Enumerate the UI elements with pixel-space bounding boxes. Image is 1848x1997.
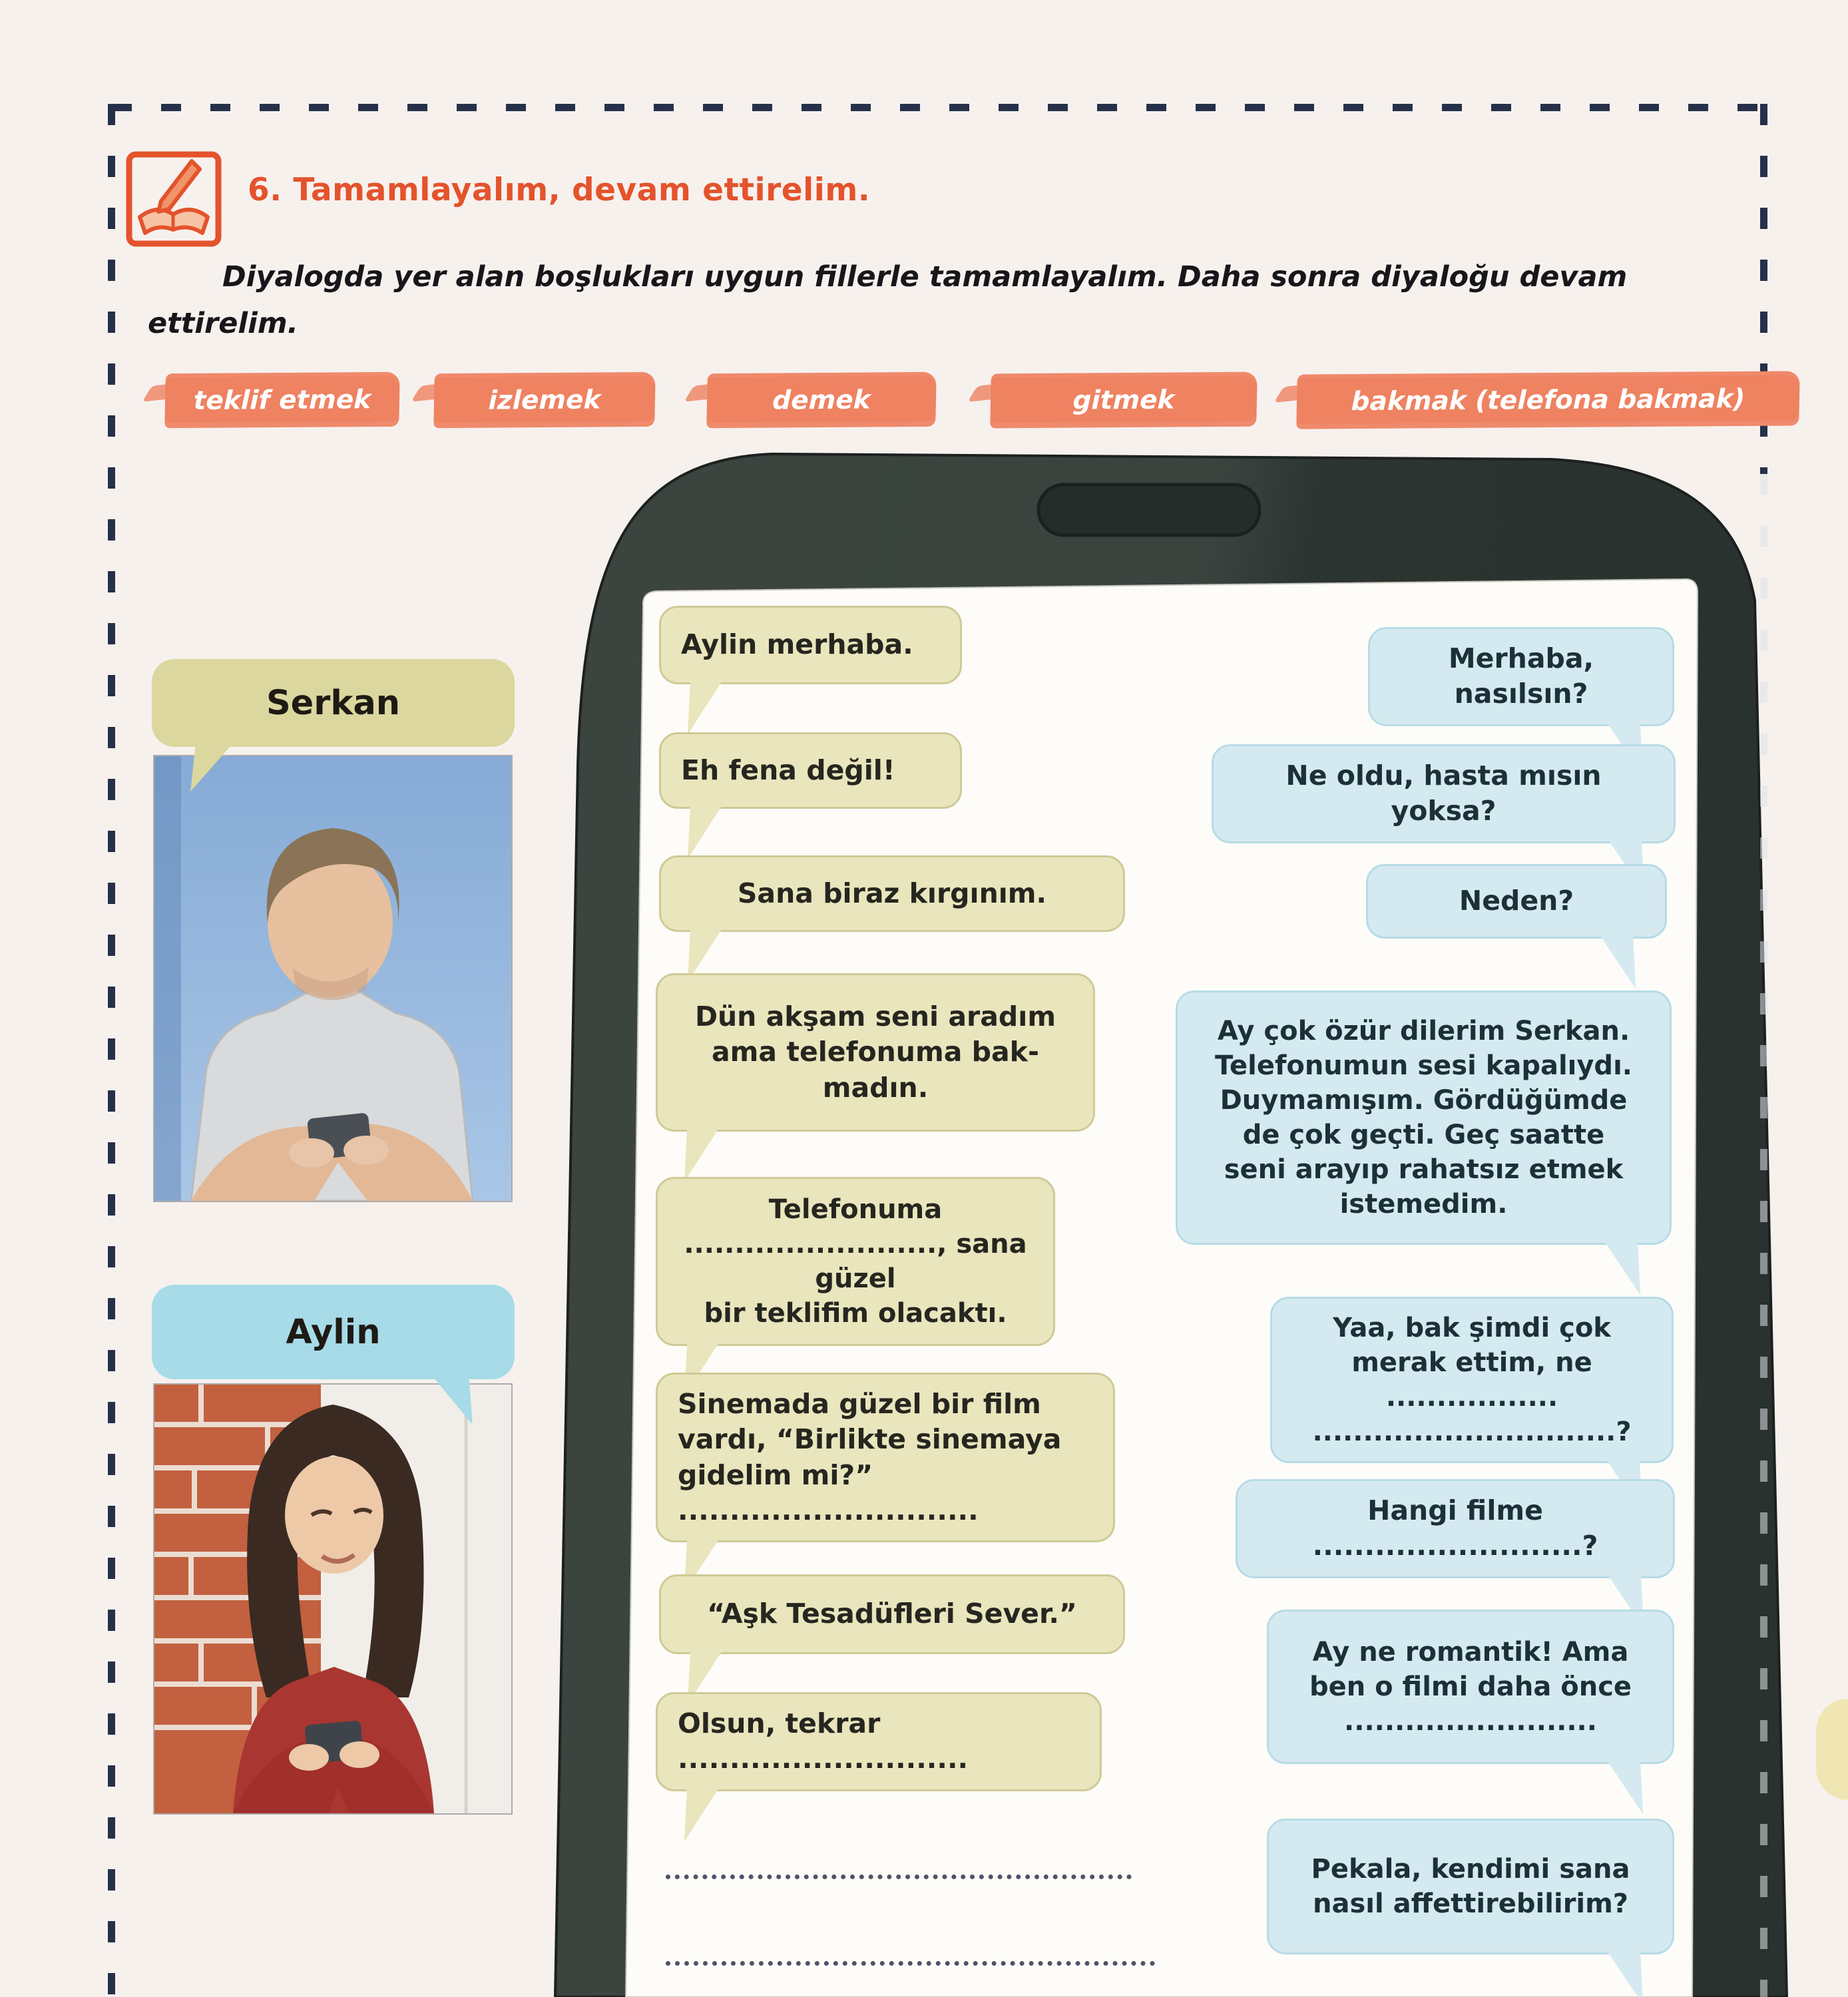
chat-line: gidelim mi?” ............................. [678, 1458, 979, 1526]
answer-line[interactable] [666, 1875, 1132, 1879]
speaker-name: Serkan [266, 683, 401, 723]
chat-bubble-right[interactable] [1366, 864, 1667, 939]
chat-line: Sana biraz kırgınım. [737, 877, 1047, 909]
chat-line: bir teklifim olacaktı. [704, 1298, 1007, 1329]
chat-line: Olsun, tekrar ............................ [678, 1707, 969, 1775]
chat-line: istemedim. [1339, 1189, 1508, 1220]
word-bank-item[interactable]: bakmak (telefona bakmak) [1296, 371, 1800, 429]
chat-bubble-left[interactable] [659, 855, 1125, 932]
chat-bubble-right[interactable] [1176, 991, 1672, 1245]
instructions-line-2: ettirelim. [148, 306, 299, 340]
chat-line: Duymamışım. Gördüğümde [1220, 1085, 1628, 1116]
chat-bubble-left[interactable] [659, 732, 962, 809]
chat-bubble-right[interactable] [1236, 1479, 1675, 1578]
chat-line: merak ettim, ne [1351, 1347, 1592, 1378]
word-bank-item[interactable]: gitmek [990, 372, 1258, 429]
speaker-label-serkan [152, 659, 515, 747]
word-bank-item[interactable]: demek [706, 372, 937, 428]
chat-bubble-left[interactable] [656, 1177, 1055, 1346]
chat-line: ......................... [1344, 1706, 1597, 1737]
serkan-photo [153, 755, 513, 1202]
chat-line: ................. ..............................? [1312, 1382, 1632, 1447]
word-bank-item[interactable]: izlemek [433, 372, 656, 428]
chat-line: “Aşk Tesadüfleri Sever.” [707, 1598, 1077, 1630]
chat-line: Dün akşam seni aradım [694, 1000, 1056, 1033]
chat-line: ama telefonuma bak- [712, 1036, 1039, 1068]
chat-line: Neden? [1459, 885, 1574, 917]
chat-bubble-right[interactable] [1368, 627, 1674, 726]
chat-bubble-left[interactable] [656, 1373, 1115, 1542]
speaker-label-aylin [152, 1285, 515, 1379]
chat-line: Ay ne romantik! Ama [1312, 1637, 1629, 1667]
chat-line: ........................., sana güzel [684, 1229, 1027, 1294]
chat-bubble-right[interactable] [1267, 1610, 1674, 1764]
chat-line: Ne oldu, hasta mısın yoksa? [1285, 760, 1602, 827]
cut-border-right-overlay [1760, 474, 1767, 1997]
chat-line: Eh fena değil! [681, 754, 895, 786]
chat-bubble-left[interactable] [656, 973, 1095, 1132]
chat-bubble-right[interactable] [1267, 1819, 1674, 1954]
chat-bubble-left[interactable] [659, 606, 962, 684]
chat-line: de çok geçti. Geç saatte [1242, 1120, 1605, 1150]
chat-line: Pekala, kendimi sana [1311, 1854, 1630, 1885]
chat-line: Aylin merhaba. [681, 628, 913, 661]
aylin-photo [153, 1383, 513, 1815]
chat-line: Telefonumun sesi kapalıydı. [1215, 1050, 1632, 1081]
chat-bubble-left[interactable] [659, 1574, 1125, 1654]
chat-line: Yaa, bak şimdi çok [1333, 1313, 1611, 1343]
chat-line: nasıl affettirebilirim? [1312, 1888, 1629, 1919]
answer-line[interactable] [666, 1961, 1155, 1966]
phone-speaker [1039, 485, 1260, 535]
chat-line: seni arayıp rahatsız etmek [1224, 1154, 1624, 1185]
speaker-name: Aylin [286, 1312, 381, 1352]
exercise-title: 6. Tamamlayalım, devam ettirelim. [248, 172, 871, 208]
chat-bubble-right[interactable] [1212, 744, 1676, 843]
chat-line: Sinemada güzel bir film [678, 1388, 1041, 1420]
chat-line: Ay çok özür dilerim Serkan. [1217, 1016, 1630, 1046]
chat-line: vardı, “Birlikte sinemaya [678, 1423, 1062, 1456]
chat-line: Hangi filme ..........................? [1312, 1494, 1598, 1562]
chat-line: Telefonuma [768, 1194, 943, 1225]
chat-bubble-left[interactable] [656, 1692, 1102, 1791]
chat-line: madın. [822, 1071, 929, 1104]
word-bank-item[interactable]: teklif etmek [164, 372, 400, 428]
chat-bubble-right[interactable] [1270, 1297, 1674, 1463]
chat-line: ben o filmi daha önce [1309, 1671, 1632, 1702]
chat-line: Merhaba, nasılsın? [1448, 642, 1594, 710]
instructions-line-1: Diyalogda yer alan boşlukları uygun fillerle tamamlayalım. Daha sonra diyaloğu devam [222, 260, 1628, 294]
